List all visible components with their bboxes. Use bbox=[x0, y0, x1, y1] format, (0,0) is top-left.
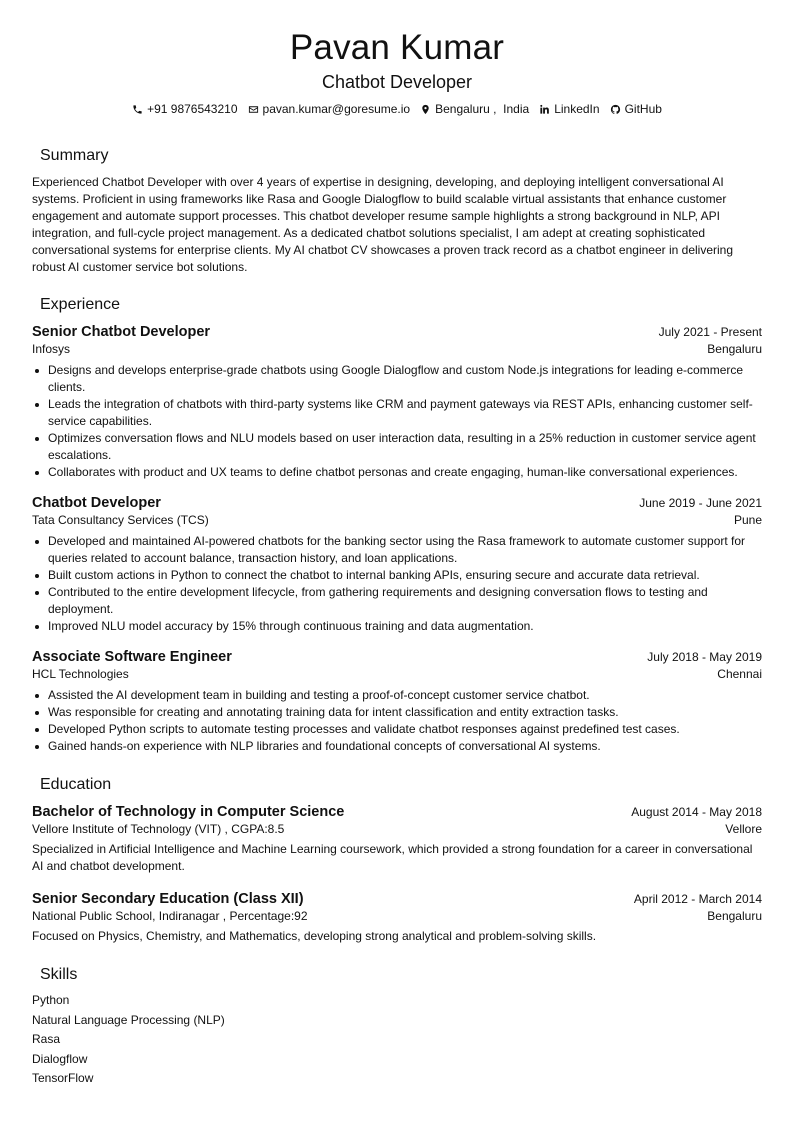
job-bullet: Improved NLU model accuracy by 15% through continuous training and data augmentation. bbox=[32, 618, 762, 635]
contact-email-text: pavan.kumar@goresume.io bbox=[262, 102, 411, 116]
job-bullet: Developed Python scripts to automate testing processes and validate chatbot responses against predefined test cases. bbox=[32, 721, 762, 738]
mail-icon bbox=[248, 104, 259, 115]
candidate-name: Pavan Kumar bbox=[289, 28, 505, 67]
summary-text: Experienced Chatbot Developer with over 4 years of expertise in designing, developing, and deploying intelligent conversational AI systems. Proficient in using frameworks like Rasa and Google Dialogflow to build scalable virtual assistants that enhance customer engagement and automate support processes. This chatbot developer resume sample highlights a strong background in NLP, API integration, and full-cycle project management. As a dedicated chatbot solutions specialist, I am adept at creating sophisticated conversational systems for enterprise clients. My AI chatbot CV showcases a proven track record as a chatbot engineer in delivering robust AI customer service bot solutions. bbox=[32, 175, 734, 274]
job-bullet: Designs and develops enterprise-grade chatbots using Google Dialogflow and custom Node.js integrations for leading e-commerce clients. bbox=[32, 362, 762, 396]
skills-list bbox=[32, 993, 432, 1091]
experience-entry bbox=[32, 649, 762, 755]
job-bullet: Assisted the AI development team in building and testing a proof-of-concept customer service chatbot. bbox=[32, 687, 762, 704]
skill-item: Rasa bbox=[32, 1032, 61, 1047]
job-location: Chennai bbox=[717, 667, 762, 681]
skill-item: Dialogflow bbox=[32, 1051, 88, 1066]
skill-item: Natural Language Processing (NLP) bbox=[32, 1012, 225, 1027]
job-bullet: Leads the integration of chatbots with third-party systems like CRM and payment gateways via REST APIs, enhancing customer self-service capabilities. bbox=[32, 396, 762, 430]
job-bullet: Gained hands-on experience with NLP libraries and foundational concepts of conversational AI systems. bbox=[32, 738, 762, 755]
job-bullet: Was responsible for creating and annotating training data for intent classification and entity extraction tasks. bbox=[32, 704, 762, 721]
degree-dates: August 2014 - May 2018 bbox=[631, 805, 762, 819]
job-bullet: Contributed to the entire development lifecycle, from gathering requirements and designing conversation flows to testing and deployment. bbox=[32, 584, 762, 618]
job-bullet: Built custom actions in Python to connect the chatbot to internal banking APIs, ensuring secure and accurate data retrieval. bbox=[32, 567, 762, 584]
degree-location: Vellore bbox=[725, 822, 762, 836]
job-bullets bbox=[32, 687, 762, 755]
degree-title: Senior Secondary Education (Class XII) bbox=[32, 891, 304, 907]
contact-email[interactable] bbox=[248, 102, 411, 116]
skill-item: Python bbox=[32, 993, 70, 1007]
summary-heading: Summary bbox=[40, 147, 109, 164]
job-dates: July 2021 - Present bbox=[658, 325, 762, 339]
degree-institution: Vellore Institute of Technology (VIT) , CGPA:8.5 bbox=[32, 822, 285, 836]
job-dates: July 2018 - May 2019 bbox=[647, 650, 762, 664]
job-title: Senior Chatbot Developer bbox=[32, 324, 211, 340]
degree-location: Bengaluru bbox=[707, 909, 762, 923]
degree-description: Focused on Physics, Chemistry, and Mathematics, developing strong analytical and problem-solving skills. bbox=[32, 929, 597, 943]
location-icon bbox=[420, 104, 431, 115]
degree-institution: National Public School, Indiranagar , Percentage:92 bbox=[32, 909, 308, 923]
phone-icon bbox=[132, 104, 143, 115]
contact-phone[interactable] bbox=[132, 102, 237, 116]
job-bullets bbox=[32, 362, 762, 481]
contact-linkedin-text: LinkedIn bbox=[554, 102, 600, 116]
degree-dates: April 2012 - March 2014 bbox=[633, 892, 762, 906]
job-title: Associate Software Engineer bbox=[32, 649, 232, 665]
contact-bar bbox=[0, 102, 794, 116]
job-bullet: Collaborates with product and UX teams to define chatbot personas and create engaging, human-like conversational experiences. bbox=[32, 464, 762, 481]
github-icon bbox=[610, 104, 621, 115]
job-company: Infosys bbox=[32, 342, 71, 356]
job-bullets bbox=[32, 533, 762, 635]
education-entry bbox=[32, 804, 762, 875]
contact-github-text: GitHub bbox=[624, 102, 662, 116]
contact-location-text: Bengaluru , India bbox=[435, 102, 530, 116]
job-bullet: Developed and maintained AI-powered chatbots for the banking sector using the Rasa framework to automate customer support for queries related to account balance, transaction history, and loan applications. bbox=[32, 533, 762, 567]
linkedin-icon bbox=[539, 104, 550, 115]
job-dates: June 2019 - June 2021 bbox=[639, 496, 762, 510]
skills-heading: Skills bbox=[40, 966, 78, 983]
experience-heading: Experience bbox=[40, 296, 121, 313]
job-bullet: Optimizes conversation flows and NLU models based on user interaction data, resulting in a 25% reduction in customer service agent escalations. bbox=[32, 430, 762, 464]
job-company: HCL Technologies bbox=[32, 667, 129, 681]
contact-github[interactable] bbox=[610, 102, 662, 116]
contact-linkedin[interactable] bbox=[539, 102, 599, 116]
education-entry bbox=[32, 891, 762, 945]
experience-entry bbox=[32, 495, 762, 635]
skill-item: TensorFlow bbox=[32, 1071, 94, 1086]
contact-phone-text: +91 9876543210 bbox=[147, 102, 238, 116]
experience-entry bbox=[32, 324, 762, 481]
degree-description: Specialized in Artificial Intelligence and Machine Learning coursework, which provided a strong foundation for a career in conversational AI and chatbot development. bbox=[32, 842, 753, 873]
job-location: Bengaluru bbox=[707, 342, 762, 356]
degree-title: Bachelor of Technology in Computer Science bbox=[32, 804, 345, 820]
candidate-role: Chatbot Developer bbox=[321, 72, 473, 92]
job-company: Tata Consultancy Services (TCS) bbox=[32, 513, 209, 527]
contact-location bbox=[420, 102, 529, 116]
education-heading: Education bbox=[40, 776, 112, 793]
job-title: Chatbot Developer bbox=[32, 495, 161, 511]
job-location: Pune bbox=[733, 513, 762, 527]
